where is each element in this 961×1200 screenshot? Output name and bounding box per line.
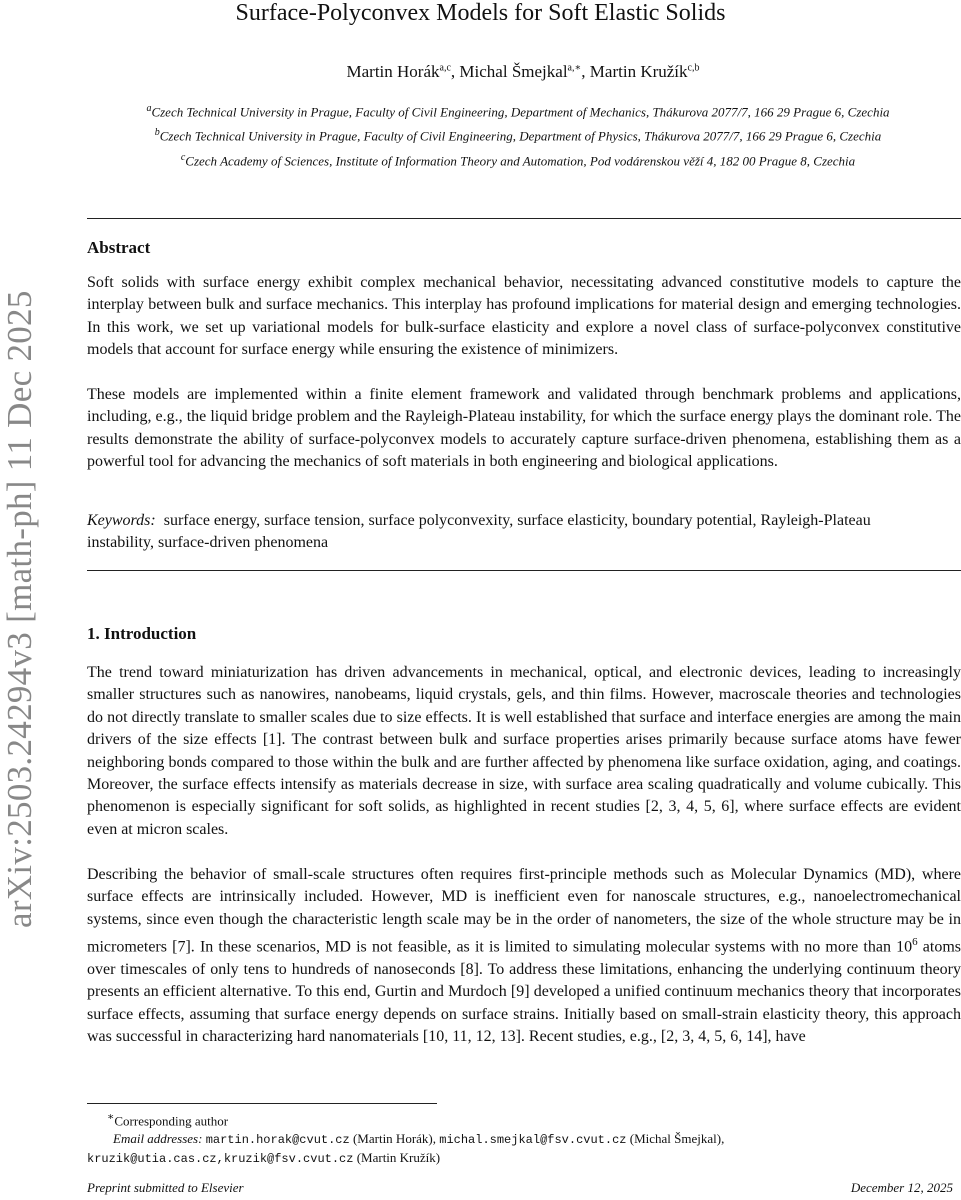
affiliation-mark: c [180,151,186,163]
footer-right: December 12, 2025 [850,1180,953,1195]
affiliation-list [0,98,961,171]
keywords-text: surface energy, surface tension, surface polyconvexity, surface elasticity, boundary potential, Rayleigh-Plateau instability, surface-driven phenomena [87,512,871,552]
email-link[interactable]: kruzik@utia.cas.cz,kruzik@fsv.cvut.cz [87,1152,354,1167]
affiliation [0,122,961,146]
affiliation-mark: b [154,127,160,139]
footer-left: Preprint submitted to Elsevier [87,1180,244,1195]
intro-text: atoms over timescales of only tens to hundreds of nanoseconds [8]. To address these limitations, enhancing the underlying continuum theory presents an efficient alternative. To this end, Gurtin and Murdoch [9] developed a unified continuum mechanics theory that incorporates surface effects, assuming that surface energy depends on surface strains. Initially based on small-strain elasticity theory, this approach was successful in characterizing hard nanomaterials [10, 11, 12, 13]. Recent studies, e.g., [2, 3, 4, 5, 6, 14], have [87,938,961,1046]
intro-paragraph [87,864,961,1049]
author-name: Michal Šmejkal [459,62,568,81]
footnote-emails [87,1130,961,1149]
author-affil-mark: a,∗ [567,62,582,74]
author-list [0,62,961,82]
author-separator: , [581,62,590,81]
author-affil-mark: c,b [687,62,700,74]
affiliation-text: Czech Academy of Sciences, Institute of Information Theory and Automation, Pod vodárenskou věží 4, 182 00 Prague 8, Czechia [185,152,856,168]
abstract-top-rule [87,218,961,219]
footnote [87,1108,961,1168]
paper-title: Surface-Polyconvex Models for Soft Elastic Solids [235,0,726,26]
intro-text: Describing the behavior of small-scale structures often requires first-principle methods such as Molecular Dynamics (MD), where surface effects are intrinsically included. However, MD is inefficient even for nanoscale structures, e.g., nanoelectromechanical systems, since even though the characteristic length scale may be in the order of nanometers, the size of the whole structure may be in micrometers [7]. In these scenarios, MD is not feasible, as it is limited to simulating molecular systems with no more than 10 [87,866,961,956]
email-link[interactable]: martin.horak@cvut.cz [205,1133,350,1148]
intro-paragraph: The trend toward miniaturization has driven advancements in mechanical, optical, and electronic devices, leading to increasingly smaller structures such as nanowires, nanobeams, liquid crystals, gels, and thin films. However, macroscale theories and technologies do not directly translate to smaller scales due to size effects. It is well established that surface and interface energies are among the main drivers of the size effects [1]. The contrast between bulk and surface properties arises primarily because surface atoms have fewer neighboring bonds compared to those within the bulk and are further affected by phenomena like surface oxidation, aging, and coatings. Moreover, the surface effects intensify as materials decrease in size, with surface area scaling quadratically and volume cubically. This phenomenon is especially significant for soft solids, as highlighted in recent studies [2, 3, 4, 5, 6], where surface effects are evident even at micron scales. [87,664,961,838]
affiliation [0,98,961,122]
email-link[interactable]: michal.smejkal@fsv.cvut.cz [439,1133,627,1148]
abstract-bottom-rule [87,570,961,571]
affiliation-text: Czech Technical University in Prague, Faculty of Civil Engineering, Department of Physics, Thákurova 2077/7, 166 29 Prague 6, Czechia [159,128,882,144]
footnote-corr-text: Corresponding author [114,1113,229,1129]
keywords-label: Keywords: [87,512,156,529]
email-label: Email addresses: [113,1131,203,1147]
keywords [87,510,887,555]
affiliation [0,147,961,171]
author-affil-mark: a,c [439,62,451,74]
abstract-paragraph: These models are implemented within a finite element framework and validated through benchmark problems and applications, including, e.g., the liquid bridge problem and the Rayleigh-Plateau instability, for which the surface energy plays the dominant role. The results demonstrate the ability of surface-polyconvex models to accurately capture surface-driven phenomena, establishing them as a powerful tool for advancing the mechanics of soft materials in both engineering and biological applications. [87,386,961,471]
footnote-mark: ∗ [107,1111,115,1123]
email-owner: (Martin Horák), [349,1131,440,1147]
author-name: Martin Kružík [589,62,688,81]
footnote-rule [87,1103,437,1104]
email-owner: (Michal Šmejkal), [626,1131,725,1147]
author-name: Martin Horák [346,62,440,81]
footnote-emails-cont [87,1149,961,1168]
arxiv-stamp: arXiv:2503.24294v3 [math-ph] 11 Dec 2025 [0,290,39,928]
abstract-heading: Abstract [87,238,151,257]
affiliation-text: Czech Technical University in Prague, Faculty of Civil Engineering, Department of Mechanics, Thákurova 2077/7, 166 29 Prague 6, Czechia [151,104,890,120]
section-heading-introduction: 1. Introduction [87,624,197,643]
abstract-paragraph: Soft solids with surface energy exhibit complex mechanical behavior, necessitating advanced constitutive models to capture the interplay between bulk and surface mechanics. This interplay has profound implications for material design and emerging technologies. In this work, we set up variational models for bulk-surface elasticity and explore a novel class of surface-polyconvex constitutive models that account for surface energy while ensuring the existence of minimizers. [87,274,961,359]
affiliation-mark: a [146,103,152,114]
author-separator: , [450,62,460,81]
footnote-corresponding [87,1108,961,1130]
email-owner: (Martin Kružík) [353,1150,441,1166]
exponent: 6 [912,936,918,949]
